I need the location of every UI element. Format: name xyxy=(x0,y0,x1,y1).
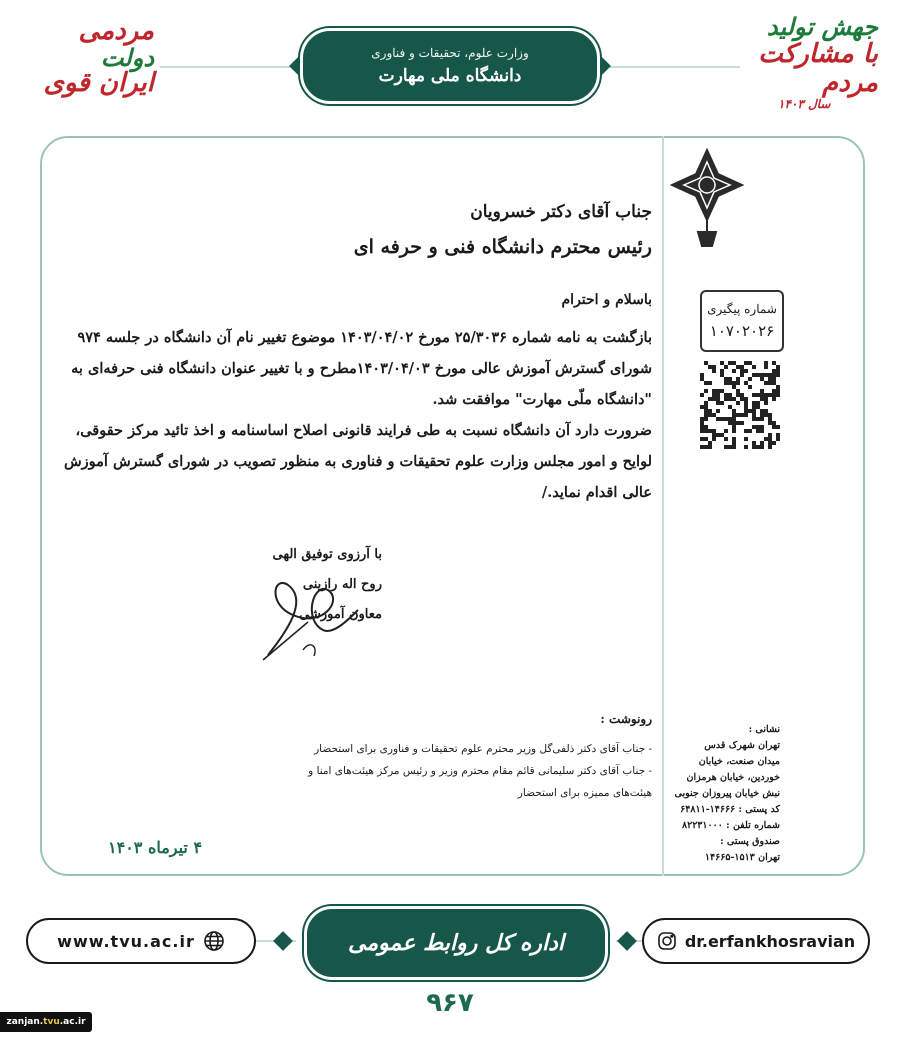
emblem-icon xyxy=(668,146,746,256)
page-number: ۹۶۷ xyxy=(426,988,474,1018)
slogan-right-line-2: با مشارکت مردم xyxy=(758,39,878,98)
badge-prefix: zanjan. xyxy=(6,1017,44,1027)
cc-item-2: - جناب آقای دکتر سلیمانی قائم مقام محترم وزیر و رئیس مرکز هیئت‌های امنا و هیئت‌های ممیزه برای استحضار xyxy=(308,765,652,799)
address-line-7: شماره تلفن : ۸۲۲۳۱۰۰۰ xyxy=(682,820,780,831)
header-banner xyxy=(300,28,600,104)
instagram-pill[interactable] xyxy=(642,918,870,964)
slogan-left xyxy=(24,18,154,123)
address-line-3: میدان صنعت، خیابان xyxy=(698,756,780,767)
tracking-box xyxy=(700,290,784,352)
footer-diamond-left xyxy=(273,931,293,951)
addressee-title: رئیس محترم دانشگاه فنی و حرفه ای xyxy=(353,236,652,258)
footer-diamond-right xyxy=(617,931,637,951)
body-paragraph-2: ضرورت دارد آن دانشگاه نسبت به طی فرایند قانونی اصلاح اساسنامه و اخذ تائید مرکز حقوقی، لوایح و امور مجلس وزارت علوم تحقیقات و فناوری به منظور تصویب در شورای گسترش آموزش عالی اقدام نماید./ xyxy=(63,422,652,501)
footer-banner xyxy=(304,906,608,980)
badge-suffix: .ac.ir xyxy=(59,1017,86,1027)
address-block xyxy=(668,722,780,866)
closing-line: با آرزوی توفیق الهی xyxy=(272,547,382,562)
address-line-6: کد پستی : ۱۴۶۶۶-۶۴۸۱۱ xyxy=(680,804,780,815)
body-paragraph-1: بازگشت به نامه شماره ۲۵/۳۰۳۶ مورخ ۱۴۰۳/۰۴/۰۲ موضوع تغییر نام آن دانشگاه در جلسه ۹۷۴ شورای گسترش آموزش عالی مورخ ۱۴۰۳/۰۴/۰۳مطرح و با تغییر عنوان دانشگاه فنی حرفه‌ای به "دانشگاه ملّی مهارت" موافقت شد. xyxy=(71,329,652,408)
greeting: باسلام و احترام xyxy=(561,292,652,308)
university-name: دانشگاه ملی مهارت xyxy=(378,66,522,86)
cc-item-1: - جناب آقای دکتر ذلفی‌گل وزیر محترم علوم تحقیقات و فناوری برای استحضار xyxy=(314,743,652,755)
address-line-8: صندوق پستی : xyxy=(720,836,780,847)
slogan-left-line-3: ایران قوی xyxy=(43,68,154,99)
address-line-4: خوردین، خیابان هرمزان xyxy=(686,772,780,783)
website-text: www.tvu.ac.ir xyxy=(57,931,195,951)
cc-title: رونوشت : xyxy=(600,712,652,726)
website-pill[interactable] xyxy=(26,918,256,964)
source-badge[interactable] xyxy=(0,1012,92,1032)
ministry-name: وزارت علوم، تحقیقات و فناوری xyxy=(371,46,529,60)
letter-body xyxy=(52,322,652,508)
slogan-left-line-1: مردمی xyxy=(78,16,154,46)
cc-list xyxy=(270,738,652,804)
instagram-handle: dr.erfankhosravian xyxy=(684,931,856,951)
signer-name: روح اله رازینی xyxy=(302,577,382,592)
letter-date: ۴ تیرماه ۱۴۰۳ xyxy=(108,838,203,857)
slogan-right-line-1: جهش تولید xyxy=(766,12,878,41)
tracking-number: ۱۰۷۰۲۰۲۶ xyxy=(709,322,775,340)
address-line-5: نبش خیابان پیروزان جنوبی xyxy=(674,788,780,799)
signature xyxy=(248,560,368,670)
tracking-label: شماره پیگیری xyxy=(707,302,777,316)
side-divider xyxy=(662,136,664,876)
globe-icon xyxy=(203,930,225,952)
header-line-left xyxy=(160,66,292,68)
slogan-right-line-3: سال ۱۴۰۳ xyxy=(778,96,831,111)
slogan-left-line-2: دولت xyxy=(100,43,154,73)
address-line-2: تهران شهرک قدس xyxy=(704,740,780,751)
address-line-1: نشانی : xyxy=(748,724,780,735)
qr-code xyxy=(700,360,780,450)
slogan-right xyxy=(748,14,878,134)
badge-accent: tvu xyxy=(43,1017,60,1027)
department-name: اداره کل روابط عمومی xyxy=(348,930,564,956)
signer-title: معاون آموزشی xyxy=(299,607,382,622)
address-line-9: تهران ۱۵۱۳-۱۴۶۶۵ xyxy=(704,852,780,863)
instagram-icon xyxy=(657,931,677,951)
header-line-right xyxy=(608,66,740,68)
addressee-name: جناب آقای دکتر خسرویان xyxy=(470,202,652,222)
